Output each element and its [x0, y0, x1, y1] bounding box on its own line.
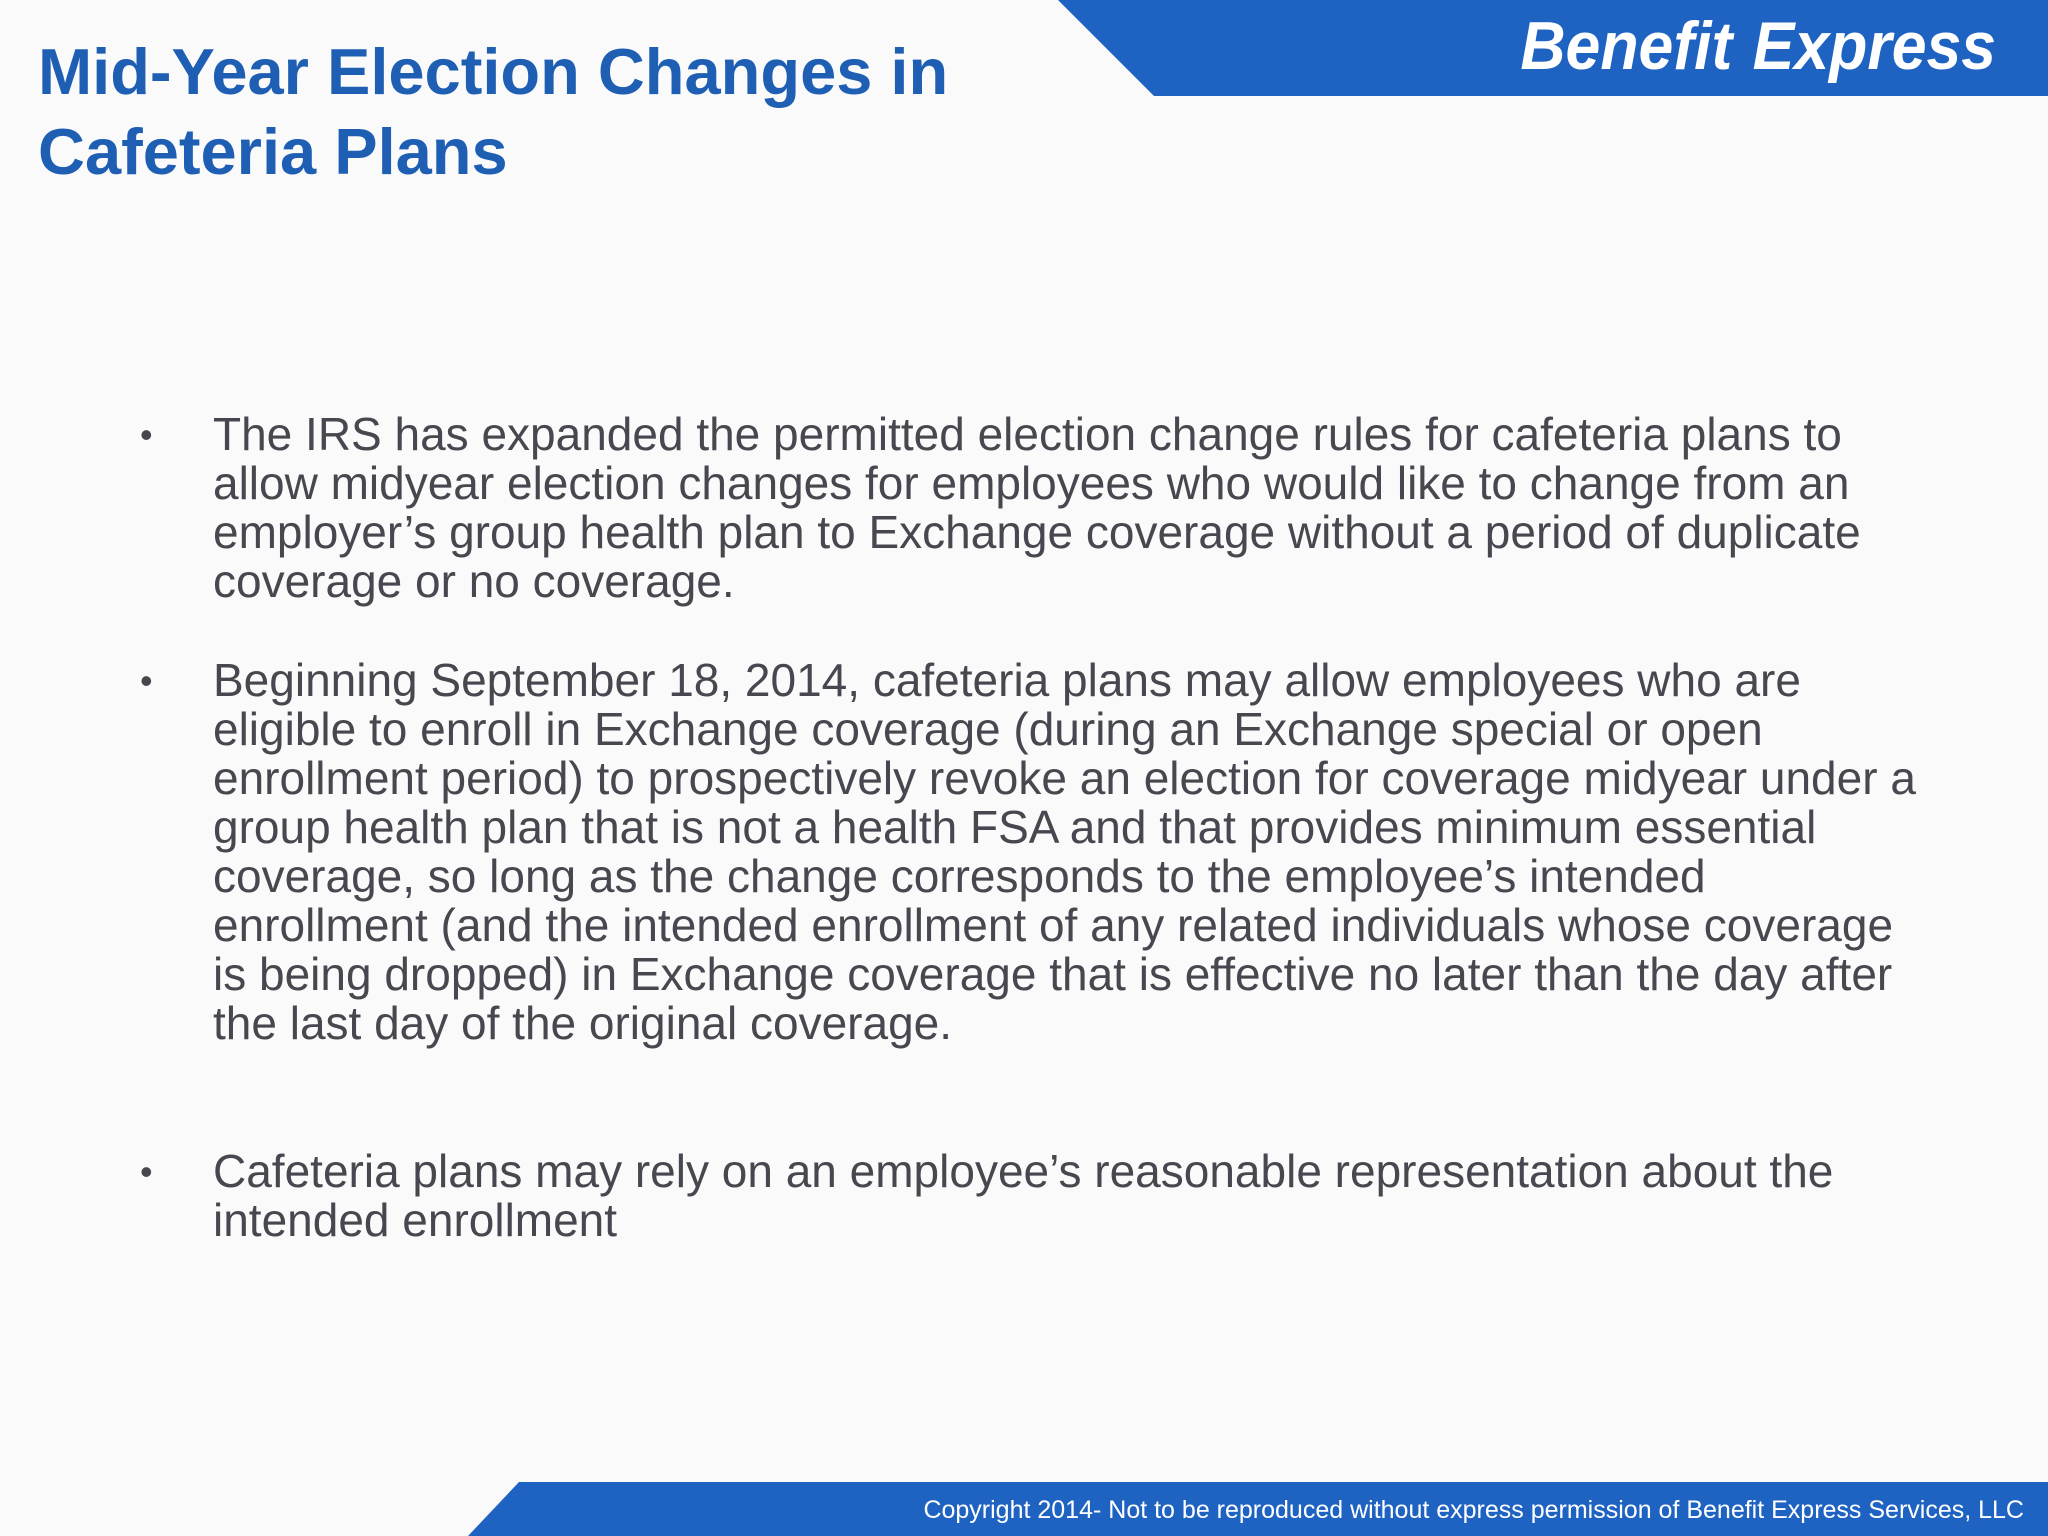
slide-title: Mid-Year Election Changes in Cafeteria Plans — [38, 35, 949, 188]
bullet-item — [140, 1147, 1920, 1245]
logo-word-express: Express — [1752, 8, 1996, 84]
bullet-text: Beginning September 18, 2014, cafeteria plans may allow employees who are eligible to enroll in Exchange coverage (during an Exchange special or open enrollment period) to prospectively revoke an election for coverage midyear under a group health plan that is not a health FSA and that provides minimum essential coverage, so long as the change corresponds to the employee’s intended enrollment (and the intended enrollment of any related individuals whose coverage is being dropped) in Exchange coverage that is effective no later than the day after the last day of the original coverage. — [213, 654, 1916, 1049]
bullet-item — [140, 410, 1920, 606]
copyright-notice: Copyright 2014- Not to be reproduced without express permission of Benefit Express Services, LLC — [923, 1496, 2024, 1524]
bullet-text: Cafeteria plans may rely on an employee’s reasonable representation about the intended enrollment — [213, 1145, 1834, 1246]
bullet-item — [140, 656, 1920, 1048]
bullet-marker: • — [140, 660, 153, 701]
logo-word-benefit: Benefit — [1520, 8, 1733, 84]
bullet-text: The IRS has expanded the permitted election change rules for cafeteria plans to allow midyear election changes for employees who would like to change from an employer’s group health plan to Exchange coverage without a period of duplicate coverage or no coverage. — [213, 408, 1861, 607]
bullet-list — [140, 410, 1920, 1245]
bullet-marker: • — [140, 414, 153, 455]
benefit-express-logo — [1520, 4, 1996, 88]
bullet-marker: • — [140, 1151, 153, 1192]
